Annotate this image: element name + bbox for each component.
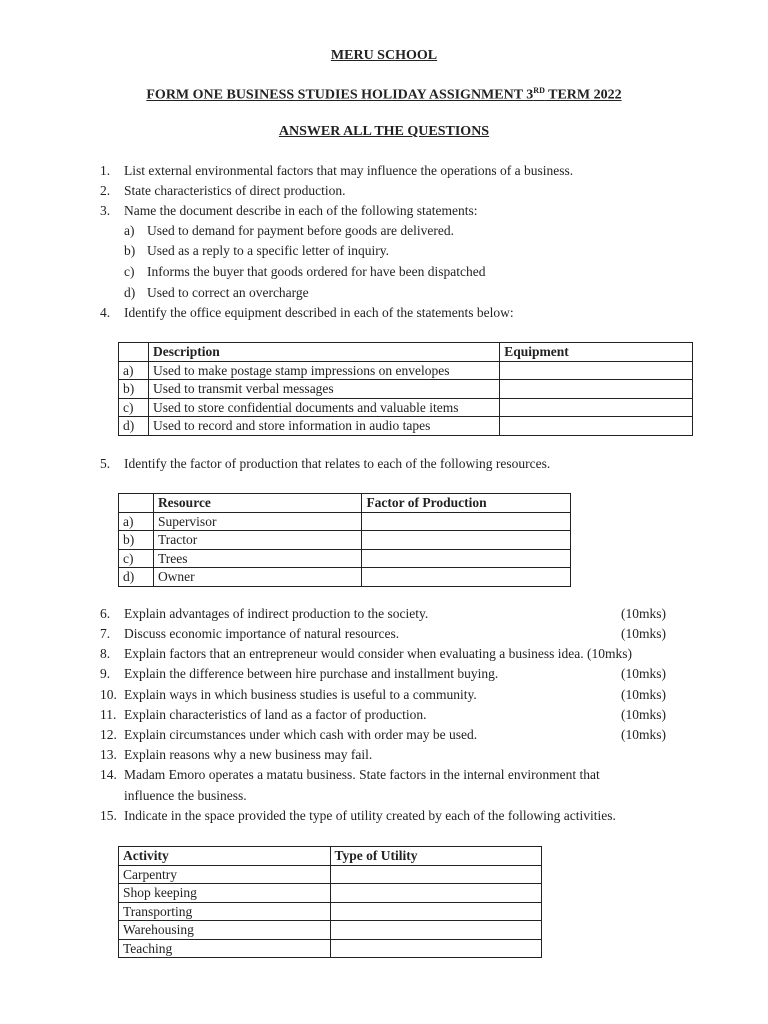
answer-cell[interactable]	[362, 549, 571, 568]
row-description: Used to record and store information in audio tapes	[148, 417, 499, 436]
answer-cell[interactable]	[330, 884, 541, 903]
row-letter: b)	[119, 380, 149, 399]
table-row	[119, 549, 571, 568]
row-description: Used to transmit verbal messages	[148, 380, 499, 399]
header-letter	[119, 494, 154, 513]
answer-cell[interactable]	[330, 865, 541, 884]
table-row	[119, 531, 571, 550]
answer-cell[interactable]	[330, 902, 541, 921]
assignment-title: FORM ONE BUSINESS STUDIES HOLIDAY ASSIGNMENT 3RD TERM 2022	[146, 86, 622, 103]
row-letter: c)	[119, 549, 154, 568]
row-letter: c)	[119, 398, 149, 417]
school-name: MERU SCHOOL	[330, 48, 438, 63]
row-resource: Tractor	[153, 531, 362, 550]
answer-cell[interactable]	[500, 361, 693, 380]
table-row	[119, 884, 542, 903]
row-activity: Teaching	[119, 939, 331, 958]
row-letter: a)	[119, 512, 154, 531]
answer-cell[interactable]	[330, 921, 541, 940]
answer-cell[interactable]	[330, 939, 541, 958]
marks-label: (10mks)	[621, 707, 666, 722]
factors-table	[118, 493, 571, 587]
table-row	[119, 398, 693, 417]
header-equipment: Equipment	[500, 343, 693, 362]
equipment-table	[118, 342, 693, 436]
row-letter: d)	[119, 417, 149, 436]
header-factor: Factor of Production	[362, 494, 571, 513]
answer-cell[interactable]	[500, 417, 693, 436]
answer-cell[interactable]	[362, 531, 571, 550]
table-header-row	[119, 847, 542, 866]
table-row	[119, 865, 542, 884]
instruction-heading: ANSWER ALL THE QUESTIONS	[278, 124, 490, 139]
table-header-row	[119, 494, 571, 513]
table-row	[119, 939, 542, 958]
marks-label: (10mks)	[621, 606, 666, 621]
row-description: Used to make postage stamp impressions on envelopes	[148, 361, 499, 380]
marks-label: (10mks)	[621, 727, 666, 742]
row-activity: Warehousing	[119, 921, 331, 940]
answer-cell[interactable]	[500, 398, 693, 417]
row-letter: d)	[119, 568, 154, 587]
table-row	[119, 361, 693, 380]
row-letter: a)	[119, 361, 149, 380]
header-resource: Resource	[153, 494, 362, 513]
table-header-row	[119, 343, 693, 362]
table-row	[119, 902, 542, 921]
row-resource: Owner	[153, 568, 362, 587]
table-row	[119, 417, 693, 436]
table-row	[119, 512, 571, 531]
row-activity: Carpentry	[119, 865, 331, 884]
row-letter: b)	[119, 531, 154, 550]
row-description: Used to store confidential documents and valuable items	[148, 398, 499, 417]
header-letter	[119, 343, 149, 362]
table-row	[119, 568, 571, 587]
marks-label: (10mks)	[621, 666, 666, 681]
header-activity: Activity	[119, 847, 331, 866]
row-resource: Trees	[153, 549, 362, 568]
marks-label: (10mks)	[621, 626, 666, 641]
row-activity: Transporting	[119, 902, 331, 921]
header-description: Description	[148, 343, 499, 362]
answer-cell[interactable]	[362, 512, 571, 531]
header-utility: Type of Utility	[330, 847, 541, 866]
row-resource: Supervisor	[153, 512, 362, 531]
utility-table	[118, 846, 542, 958]
row-activity: Shop keeping	[119, 884, 331, 903]
table-row	[119, 380, 693, 399]
marks-label: (10mks)	[621, 687, 666, 702]
answer-cell[interactable]	[362, 568, 571, 587]
table-row	[119, 921, 542, 940]
answer-cell[interactable]	[500, 380, 693, 399]
